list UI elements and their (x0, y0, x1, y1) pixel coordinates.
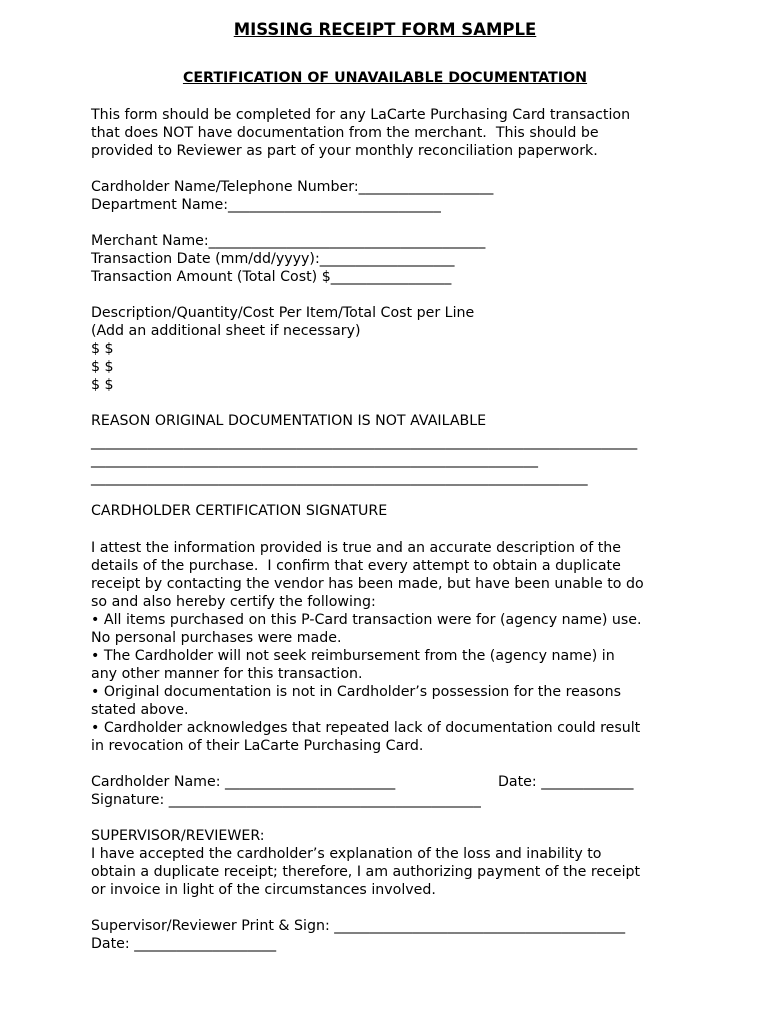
reason-line[interactable]: _____________________________________________________________________________ (91, 434, 638, 450)
intro-line: provided to Reviewer as part of your monthly reconciliation paperwork. (91, 143, 598, 159)
certification-bullet: • Original documentation is not in Cardholder’s possession for the reasons (91, 684, 621, 700)
description-row[interactable]: $ $ (91, 377, 114, 393)
certification-text: I attest the information provided is true and an accurate description of the (91, 540, 622, 556)
merchant-name-field[interactable]: Merchant Name:_______________________________________ (91, 233, 486, 249)
supervisor-sign-field[interactable]: Supervisor/Reviewer Print & Sign: _________________________________________ (91, 918, 626, 934)
description-heading: Description/Quantity/Cost Per Item/Total Cost per Line (91, 305, 475, 321)
certification-text: stated above. (91, 702, 189, 718)
form-subtitle: CERTIFICATION OF UNAVAILABLE DOCUMENTATION (182, 70, 588, 86)
intro-line: that does NOT have documentation from the merchant. This should be (91, 125, 599, 141)
reason-line[interactable]: ______________________________________________________________________ (91, 470, 588, 486)
description-row[interactable]: $ $ (91, 359, 114, 375)
supervisor-date-field[interactable]: Date: ____________________ (91, 936, 277, 952)
intro-line: This form should be completed for any LaCarte Purchasing Card transaction (91, 107, 631, 123)
reason-heading: REASON ORIGINAL DOCUMENTATION IS NOT AVAILABLE (91, 413, 487, 429)
cardholder-date-field[interactable]: Date: _____________ (498, 774, 634, 790)
certification-text: No personal purchases were made. (91, 630, 342, 646)
transaction-amount-field[interactable]: Transaction Amount (Total Cost) $_________________ (91, 269, 452, 285)
reason-line[interactable]: _______________________________________________________________ (91, 452, 538, 468)
certification-bullet: • All items purchased on this P-Card transaction were for (agency name) use. (91, 612, 642, 628)
cardholder-name-signature-field[interactable]: Cardholder Name: ________________________ (91, 774, 396, 790)
description-note: (Add an additional sheet if necessary) (91, 323, 361, 339)
cardholder-signature-field[interactable]: Signature: ____________________________________________ (91, 792, 481, 808)
form-title: MISSING RECEIPT FORM SAMPLE (233, 20, 537, 39)
certification-heading: CARDHOLDER CERTIFICATION SIGNATURE (91, 503, 388, 519)
transaction-date-field[interactable]: Transaction Date (mm/dd/yyyy):___________________ (91, 251, 455, 267)
certification-bullet: • The Cardholder will not seek reimbursement from the (agency name) in (91, 648, 615, 664)
supervisor-text: I have accepted the cardholder’s explanation of the loss and inability to (91, 846, 602, 862)
certification-text: details of the purchase. I confirm that every attempt to obtain a duplicate (91, 558, 621, 574)
department-name-field[interactable]: Department Name:______________________________ (91, 197, 441, 213)
certification-bullet: • Cardholder acknowledges that repeated lack of documentation could result (91, 720, 641, 736)
supervisor-heading: SUPERVISOR/REVIEWER: (91, 828, 265, 844)
cardholder-name-phone-field[interactable]: Cardholder Name/Telephone Number:___________________ (91, 179, 494, 195)
supervisor-text: obtain a duplicate receipt; therefore, I am authorizing payment of the receipt (91, 864, 641, 880)
certification-text: in revocation of their LaCarte Purchasing Card. (91, 738, 424, 754)
certification-text: so and also hereby certify the following: (91, 594, 376, 610)
supervisor-text: or invoice in light of the circumstances involved. (91, 882, 436, 898)
certification-text: receipt by contacting the vendor has been made, but have been unable to do (91, 576, 644, 592)
certification-text: any other manner for this transaction. (91, 666, 363, 682)
description-row[interactable]: $ $ (91, 341, 114, 357)
